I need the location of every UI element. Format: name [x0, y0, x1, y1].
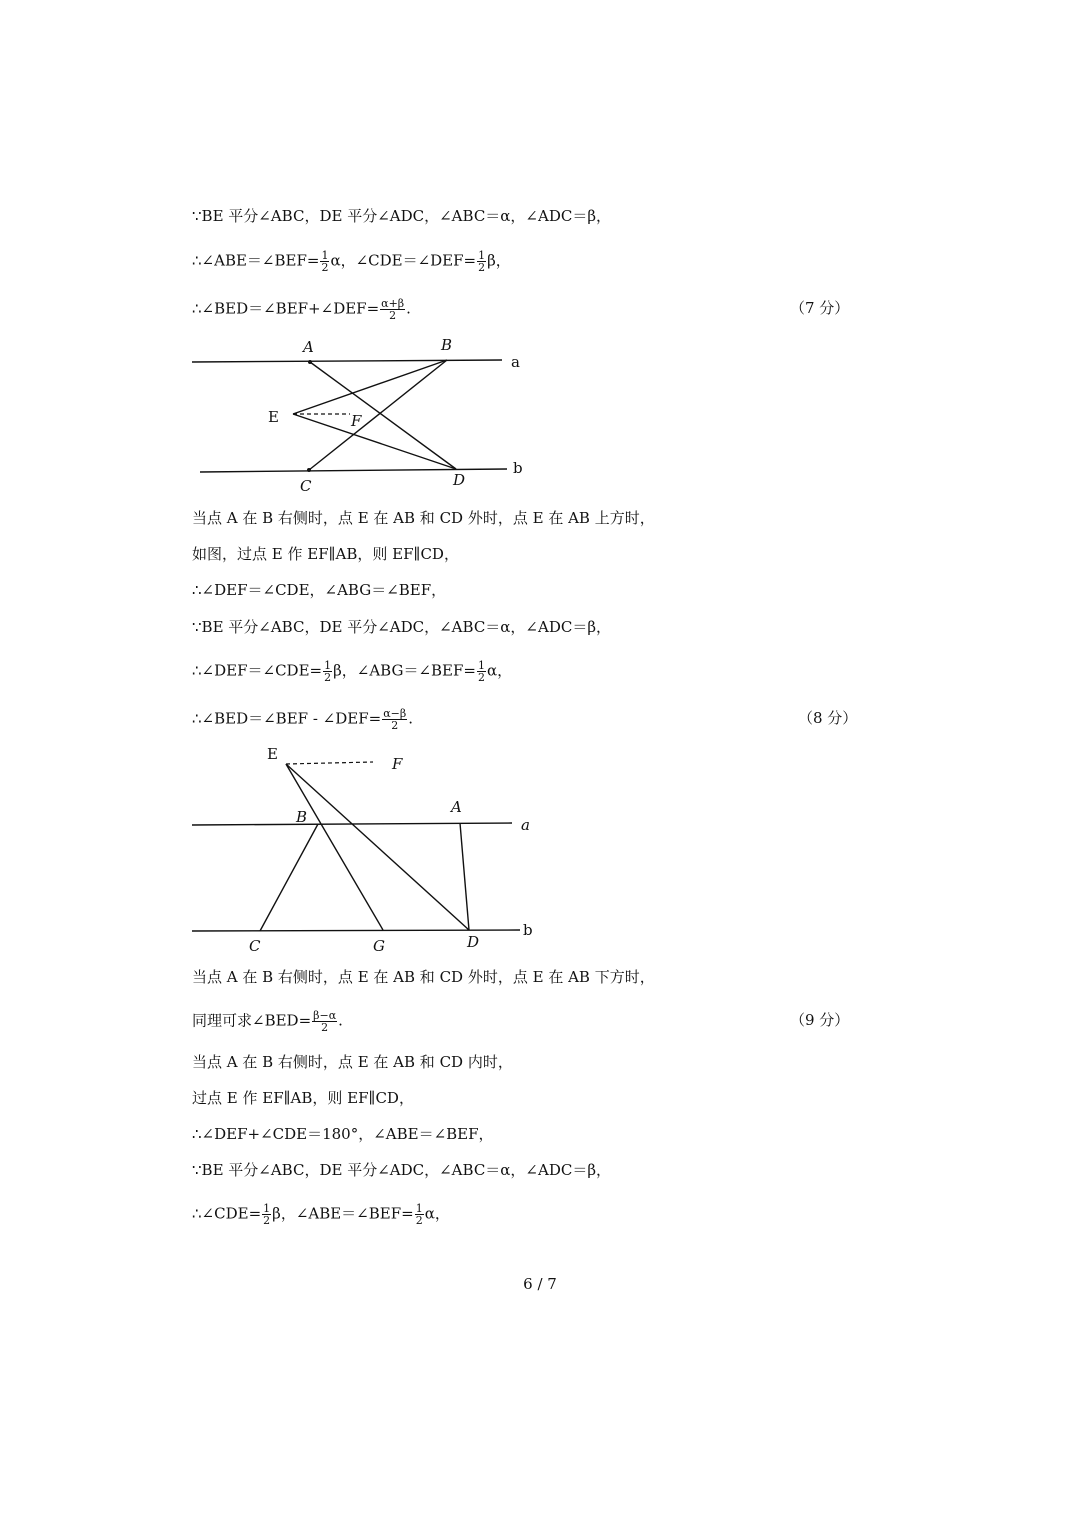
- line-9-post: .: [408, 709, 413, 728]
- fraction-numerator: α−β: [383, 707, 407, 720]
- fraction-numerator: β−α: [313, 1009, 337, 1022]
- fraction: [320, 250, 329, 273]
- fraction-denominator: 2: [478, 261, 486, 274]
- line-8-post: α，: [486, 661, 513, 680]
- segment-AD: [310, 362, 456, 469]
- fraction: [382, 708, 407, 731]
- fraction-denominator: 2: [415, 1214, 423, 1227]
- fraction: [323, 660, 332, 683]
- fraction: [415, 1203, 424, 1226]
- segment-EF-dashed: [286, 762, 373, 764]
- text-line-15: ∵BE 平分∠ABC，DE 平分∠ADC，∠ABC＝α，∠ADC＝β，: [192, 1161, 611, 1179]
- segment-ED: [286, 764, 469, 930]
- score-7: （7 分）: [790, 299, 850, 317]
- text-line-8: [192, 660, 512, 683]
- line-16-post: α，: [424, 1204, 450, 1223]
- label-E: E: [268, 408, 279, 426]
- line-16-pre: ∴∠CDE=: [192, 1204, 262, 1223]
- fraction-numerator: 1: [415, 1202, 423, 1215]
- segment-EG: [286, 764, 383, 930]
- fraction: [262, 1203, 271, 1226]
- text-line-1: ∵BE 平分∠ABC，DE 平分∠ADC，∠ABC＝α，∠ADC＝β，: [192, 207, 611, 225]
- segment-AD: [460, 823, 469, 930]
- label-B: B: [296, 808, 308, 826]
- text-line-3: [192, 298, 411, 321]
- line-8-mid: β，∠ABG＝∠BEF=: [333, 661, 476, 680]
- label-F: F: [392, 755, 403, 773]
- figure-1: [185, 330, 535, 500]
- label-D: D: [467, 933, 480, 951]
- line-8-pre: ∴∠DEF＝∠CDE=: [192, 661, 323, 680]
- fraction: [380, 298, 405, 321]
- line-3-post: .: [406, 299, 411, 318]
- label-D: D: [453, 471, 466, 489]
- fraction-numerator: 1: [263, 1202, 271, 1215]
- label-G: G: [373, 937, 385, 955]
- fraction-numerator: 1: [478, 249, 486, 262]
- fraction-numerator: 1: [477, 659, 485, 672]
- score-8: （8 分）: [798, 709, 858, 727]
- label-a: a: [511, 353, 520, 371]
- line-16-mid: β，∠ABE＝∠BEF=: [272, 1204, 414, 1223]
- label-b: b: [513, 459, 523, 477]
- point-C: [307, 468, 311, 472]
- text-line-5: 如图，过点 E 作 EF∥AB，则 EF∥CD，: [192, 545, 459, 563]
- label-A: A: [451, 798, 462, 816]
- fraction-denominator: 2: [321, 261, 329, 274]
- line-11-post: .: [338, 1011, 343, 1030]
- label-E: E: [267, 745, 278, 763]
- fraction-denominator: 2: [321, 1021, 329, 1034]
- fraction: [477, 660, 486, 683]
- fraction-denominator: 2: [477, 671, 485, 684]
- line-a: [192, 360, 502, 362]
- fraction-numerator: 1: [321, 249, 329, 262]
- point-A: [308, 360, 312, 364]
- text-line-2: [192, 250, 511, 273]
- text-line-4: 当点 A 在 B 右侧时，点 E 在 AB 和 CD 外时，点 E 在 AB 上方时，: [192, 509, 655, 527]
- fraction: [312, 1010, 337, 1033]
- text-line-6: ∴∠DEF＝∠CDE，∠ABG＝∠BEF，: [192, 581, 447, 599]
- label-b: b: [523, 921, 533, 939]
- label-C: C: [300, 477, 312, 495]
- label-A: A: [303, 338, 314, 356]
- fraction-numerator: α+β: [381, 297, 405, 310]
- fraction-denominator: 2: [391, 719, 399, 732]
- text-line-14: ∴∠DEF+∠CDE＝180°，∠ABE＝∠BEF，: [192, 1125, 494, 1143]
- fraction-denominator: 2: [324, 671, 332, 684]
- line-3-pre: ∴∠BED＝∠BEF+∠DEF=: [192, 299, 380, 318]
- figure-2: [185, 740, 545, 960]
- text-line-11: [192, 1010, 343, 1033]
- line-2-mid: α，∠CDE＝∠DEF=: [330, 251, 477, 270]
- label-C: C: [249, 937, 261, 955]
- line-2-pre: ∴∠ABE＝∠BEF=: [192, 251, 320, 270]
- line-11-pre: 同理可求∠BED=: [192, 1011, 312, 1030]
- segment-ED: [293, 414, 456, 469]
- label-a: a: [521, 816, 530, 834]
- text-line-9: [192, 708, 413, 731]
- fraction: [477, 250, 486, 273]
- text-line-16: [192, 1203, 450, 1226]
- fraction-denominator: 2: [389, 309, 397, 322]
- label-F: F: [351, 412, 362, 430]
- line-9-pre: ∴∠BED＝∠BEF - ∠DEF=: [192, 709, 382, 728]
- segment-BC: [260, 824, 318, 931]
- fraction-numerator: 1: [324, 659, 332, 672]
- line-b: [192, 930, 520, 931]
- text-line-10: 当点 A 在 B 右侧时，点 E 在 AB 和 CD 外时，点 E 在 AB 下方时，: [192, 968, 655, 986]
- line-2-post: β，: [487, 251, 511, 270]
- text-line-12: 当点 A 在 B 右侧时，点 E 在 AB 和 CD 内时，: [192, 1053, 513, 1071]
- score-9: （9 分）: [790, 1011, 850, 1029]
- text-line-7: ∵BE 平分∠ABC，DE 平分∠ADC，∠ABC＝α，∠ADC＝β，: [192, 618, 611, 636]
- fraction-denominator: 2: [263, 1214, 271, 1227]
- page-number: 6 / 7: [523, 1275, 557, 1293]
- label-B: B: [441, 336, 453, 354]
- text-line-13: 过点 E 作 EF∥AB，则 EF∥CD，: [192, 1089, 414, 1107]
